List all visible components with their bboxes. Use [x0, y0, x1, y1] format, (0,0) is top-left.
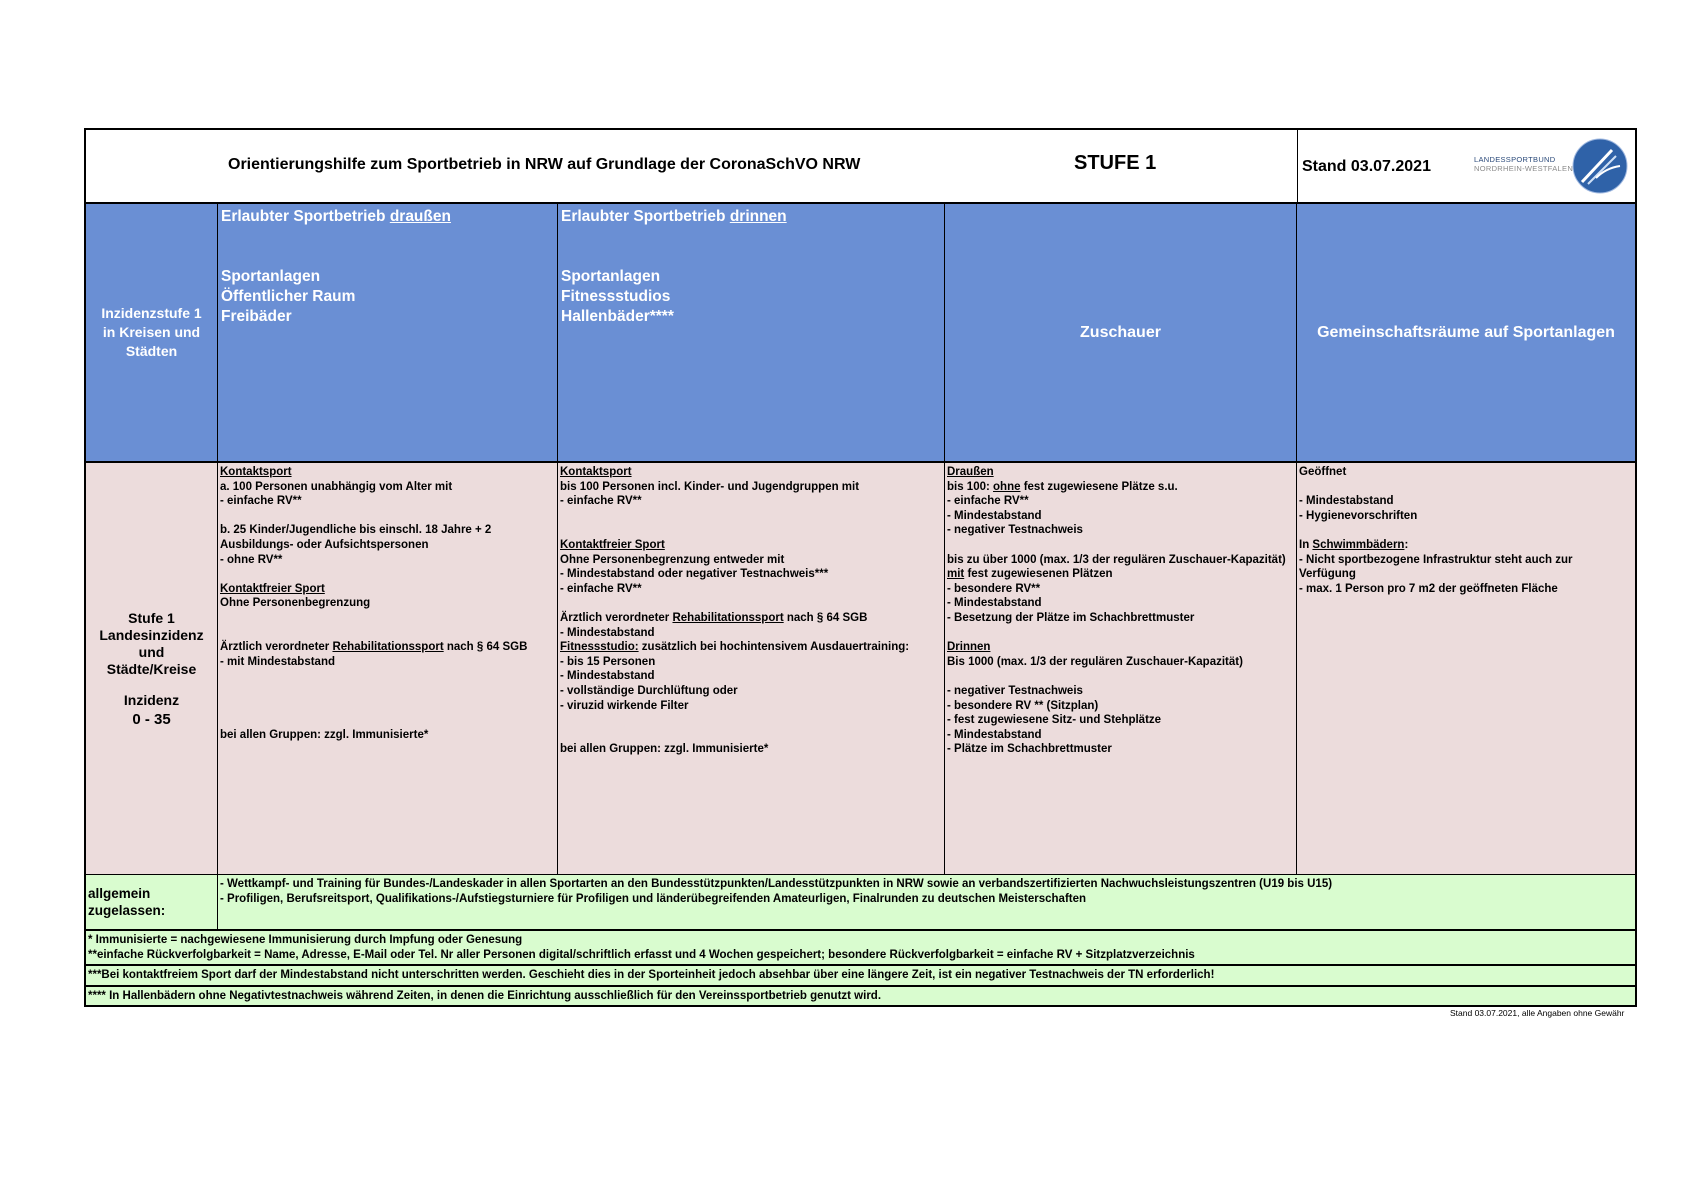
indoor-text: bei allen Gruppen: zzgl. Immunisierte*: [560, 743, 769, 756]
outdoor-text: - ohne RV**: [220, 553, 283, 566]
outdoor-text: b. 25 Kinder/Jugendliche bis einschl. 18 Jahre + 2: [220, 524, 492, 537]
header-indoor-item: Fitnessstudios: [561, 288, 671, 305]
spectators-text: - fest zugewiesene Sitz- und Stehplätze: [947, 714, 1162, 727]
footnote-text: ***Bei kontaktfreiem Sport darf der Mindestabstand nicht unterschritten werden. Geschieht dies in der Sporteinheit jedoch absehbar über eine längere Zeit, ist ein negativer Testnachweis der TN erforderlich!: [88, 969, 1215, 982]
row-label-line: Städte/Kreise: [106, 660, 197, 677]
indoor-text: - bis 15 Personen: [560, 655, 656, 668]
incidence-value: 0 - 35: [132, 710, 171, 728]
logo-line-2: NORDRHEIN-WESTFALEN: [1474, 164, 1574, 173]
footnote-text: **einfache Rückverfolgbarkeit = Name, Adresse, E-Mail oder Tel. Nr aller Personen digital/schriftlich erfasst und 4 Wochen gespeichert; besondere Rückverfolgbarkeit = einfache RV + Sitzplatzverzeichnis: [88, 948, 1195, 961]
indoor-text: - vollständige Durchlüftung oder: [560, 684, 738, 697]
outdoor-text: - einfache RV**: [220, 495, 302, 508]
header-outdoor-item: Freibäder: [221, 308, 292, 325]
header-outdoor-title-prefix: Erlaubter Sportbetrieb: [221, 208, 390, 225]
indoor-text: - Mindestabstand: [560, 670, 655, 683]
indoor-cell: [558, 463, 945, 874]
header-indoor-title: [561, 207, 941, 227]
title-row: [86, 130, 1635, 204]
outdoor-text: Ausbildungs- oder Aufsichtspersonen: [220, 538, 429, 551]
general-allowed-row: [86, 875, 1635, 931]
spectators-text: - besondere RV**: [947, 582, 1041, 595]
spectators-text: bis zu über 1000 (max. 1/3 der regulären Zuschauer-Kapazität): [947, 553, 1286, 566]
header-common-rooms: Gemeinschaftsräume auf Sportanlagen: [1317, 323, 1615, 341]
row-label-line: Landesinzidenz: [99, 626, 204, 643]
landessportbund-logo-icon: [1572, 138, 1628, 194]
header-outdoor-title: [221, 207, 554, 227]
indoor-text: - einfache RV**: [560, 582, 642, 595]
common-rooms-text: Geöffnet: [1299, 466, 1347, 478]
spectators-line-suffix: fest zugewiesene Plätze s.u.: [1020, 480, 1178, 493]
spectators-text: - Mindestabstand: [947, 597, 1042, 610]
stand-cell: [1298, 130, 1635, 202]
logo-line-1: LANDESSPORTBUND: [1474, 155, 1556, 164]
footnote-immunisation-rv: [86, 931, 1635, 966]
spectators-line-suffix: fest zugewiesenen Plätzen: [964, 568, 1113, 581]
incidence-label: Inzidenz: [123, 691, 180, 708]
general-allowed-text: [218, 875, 1635, 929]
general-allowed-label-line: zugelassen:: [88, 903, 166, 918]
header-indoor: [558, 204, 945, 461]
row-label-line: und: [138, 643, 165, 660]
common-rooms-pool-line: [1299, 538, 1633, 553]
outdoor-rehab-line: [220, 640, 555, 655]
title-cell: [86, 130, 1298, 202]
spectators-line: [947, 480, 1294, 495]
header-outdoor-title-emph: draußen: [389, 208, 451, 225]
header-col1-line: Städten: [125, 343, 178, 359]
common-rooms-text: - Nicht sportbezogene Infrastruktur steht auch zur: [1299, 553, 1573, 566]
spectators-text: - negativer Testnachweis: [947, 524, 1083, 537]
indoor-text: - einfache RV**: [560, 495, 642, 508]
spectators-text: - negativer Testnachweis: [947, 684, 1083, 697]
header-spectators: Zuschauer: [945, 204, 1297, 461]
indoor-fitness-suffix: zusätzlich bei hochintensivem Ausdauertraining:: [638, 641, 910, 654]
indoor-text: bis 100 Personen incl. Kinder- und Jugendgruppen mit: [560, 480, 860, 493]
header-outdoor-item: Sportanlagen: [221, 268, 321, 285]
outdoor-contact-heading: Kontaktsport: [220, 466, 292, 478]
footnote-text: * Immunisierte = nachgewiesene Immunisierung durch Impfung oder Genesung: [88, 934, 523, 946]
spectators-cell: [945, 463, 1297, 874]
spectators-text: - Besetzung der Plätze im Schachbrettmuster: [947, 611, 1195, 624]
indoor-text: - Mindestabstand oder negativer Testnachweis***: [560, 568, 829, 581]
header-row: [86, 204, 1635, 463]
row-label: [86, 463, 218, 874]
indoor-fitness-term: Fitnessstudio:: [560, 641, 639, 654]
indoor-rehab-prefix: Ärztlich verordneter: [560, 611, 673, 624]
indoor-text: Ohne Personenbegrenzung entweder mit: [560, 553, 785, 566]
general-allowed-item: - Wettkampf- und Training für Bundes-/Landeskader in allen Sportarten an den Bundesstützpunkten/Landesstützpunkten in NRW sowie an verbandszertifizierten Nachwuchsleistungszentren (U19 bis U15): [220, 878, 1333, 890]
footnote-text: **** In Hallenbädern ohne Negativtestnachweis während Zeiten, in denen die Einrichtung ausschließlich für den Vereinssportbetrieb genutzt wird.: [88, 989, 882, 1002]
common-rooms-pool-suffix: :: [1404, 538, 1409, 551]
common-rooms-text: - Hygienevorschriften: [1299, 509, 1418, 522]
general-allowed-label-line: allgemein: [88, 886, 151, 901]
outdoor-contactfree-heading: Kontaktfreier Sport: [220, 582, 325, 595]
footnote-indoor-pools: [86, 987, 1635, 1006]
footnote-contactfree: [86, 966, 1635, 987]
footer-disclaimer: Stand 03.07.2021, alle Angaben ohne Gewähr: [1450, 1008, 1625, 1018]
spectators-outdoor-heading: Draußen: [947, 466, 994, 478]
row-label-line: Stufe 1: [128, 609, 175, 626]
spectators-text: - Mindestabstand: [947, 728, 1042, 741]
header-incidence-level: [86, 204, 218, 461]
logo-text: [1474, 155, 1573, 173]
common-rooms-cell: [1297, 463, 1635, 874]
indoor-contact-heading: Kontaktsport: [560, 466, 632, 478]
indoor-contactfree-heading: Kontaktfreier Sport: [560, 538, 665, 551]
outdoor-text: - mit Mindestabstand: [220, 655, 336, 668]
header-indoor-item: Hallenbäder****: [561, 308, 674, 325]
spectators-text: - Mindestabstand: [947, 509, 1042, 522]
header-col1-line: in Kreisen und: [102, 324, 201, 340]
spectators-text: - Plätze im Schachbrettmuster: [947, 743, 1112, 756]
spectators-text: - einfache RV**: [947, 495, 1029, 508]
indoor-fitness-line: [560, 640, 942, 655]
spectators-text: Bis 1000 (max. 1/3 der regulären Zuschauer-Kapazität): [947, 655, 1243, 668]
spectators-indoor-heading: Drinnen: [947, 641, 991, 654]
spectators-text: - besondere RV ** (Sitzplan): [947, 699, 1099, 712]
indoor-text: - Mindestabstand: [560, 626, 655, 639]
header-indoor-title-prefix: Erlaubter Sportbetrieb: [561, 208, 730, 225]
outdoor-rehab-suffix: nach § 64 SGB: [443, 641, 528, 654]
outdoor-rehab-term: Rehabilitationssport: [332, 641, 444, 654]
indoor-text: - viruzid wirkende Filter: [560, 699, 689, 712]
header-indoor-title-emph: drinnen: [729, 208, 787, 225]
spectators-line-prefix: bis 100:: [947, 480, 994, 493]
outdoor-text: bei allen Gruppen: zzgl. Immunisierte*: [220, 728, 429, 741]
header-outdoor-item: Öffentlicher Raum: [221, 288, 356, 305]
outdoor-cell: [218, 463, 558, 874]
stufe-label: STUFE 1: [1074, 152, 1157, 174]
spectators-line: [947, 567, 1294, 582]
general-allowed-label: [86, 875, 218, 929]
common-rooms-text: - Mindestabstand: [1299, 495, 1394, 508]
header-indoor-item: Sportanlagen: [561, 268, 661, 285]
document-title: Orientierungshilfe zum Sportbetrieb in NRW auf Grundlage der CoronaSchVO NRW: [228, 156, 861, 173]
spectators-line-emph: mit: [947, 568, 965, 581]
indoor-rehab-line: [560, 611, 942, 626]
common-rooms-text: Verfügung: [1299, 568, 1356, 581]
common-rooms-pool-term: Schwimmbädern: [1312, 538, 1405, 551]
orientation-sheet: [84, 128, 1637, 1007]
indoor-rehab-suffix: nach § 64 SGB: [783, 611, 868, 624]
general-allowed-item: - Profiligen, Berufsreitsport, Qualifikations-/Aufstiegsturniere für Profiligen und länderübegreifenden Amateurligen, Finalrunden zu deutschen Meisterschaften: [220, 892, 1087, 905]
indoor-rehab-term: Rehabilitationssport: [672, 611, 784, 624]
spectators-line-emph: ohne: [993, 480, 1021, 493]
outdoor-text: Ohne Personenbegrenzung: [220, 597, 371, 610]
outdoor-rehab-prefix: Ärztlich verordneter: [220, 641, 333, 654]
header-col1-line: Inzidenzstufe 1: [101, 305, 202, 321]
stufe1-row: [86, 463, 1635, 875]
stand-date: Stand 03.07.2021: [1302, 158, 1431, 175]
outdoor-text: a. 100 Personen unabhängig vom Alter mit: [220, 480, 453, 493]
common-rooms-text: - max. 1 Person pro 7 m2 der geöffneten Fläche: [1299, 582, 1558, 595]
common-rooms-pool-prefix: In: [1299, 538, 1313, 551]
header-outdoor: [218, 204, 558, 461]
